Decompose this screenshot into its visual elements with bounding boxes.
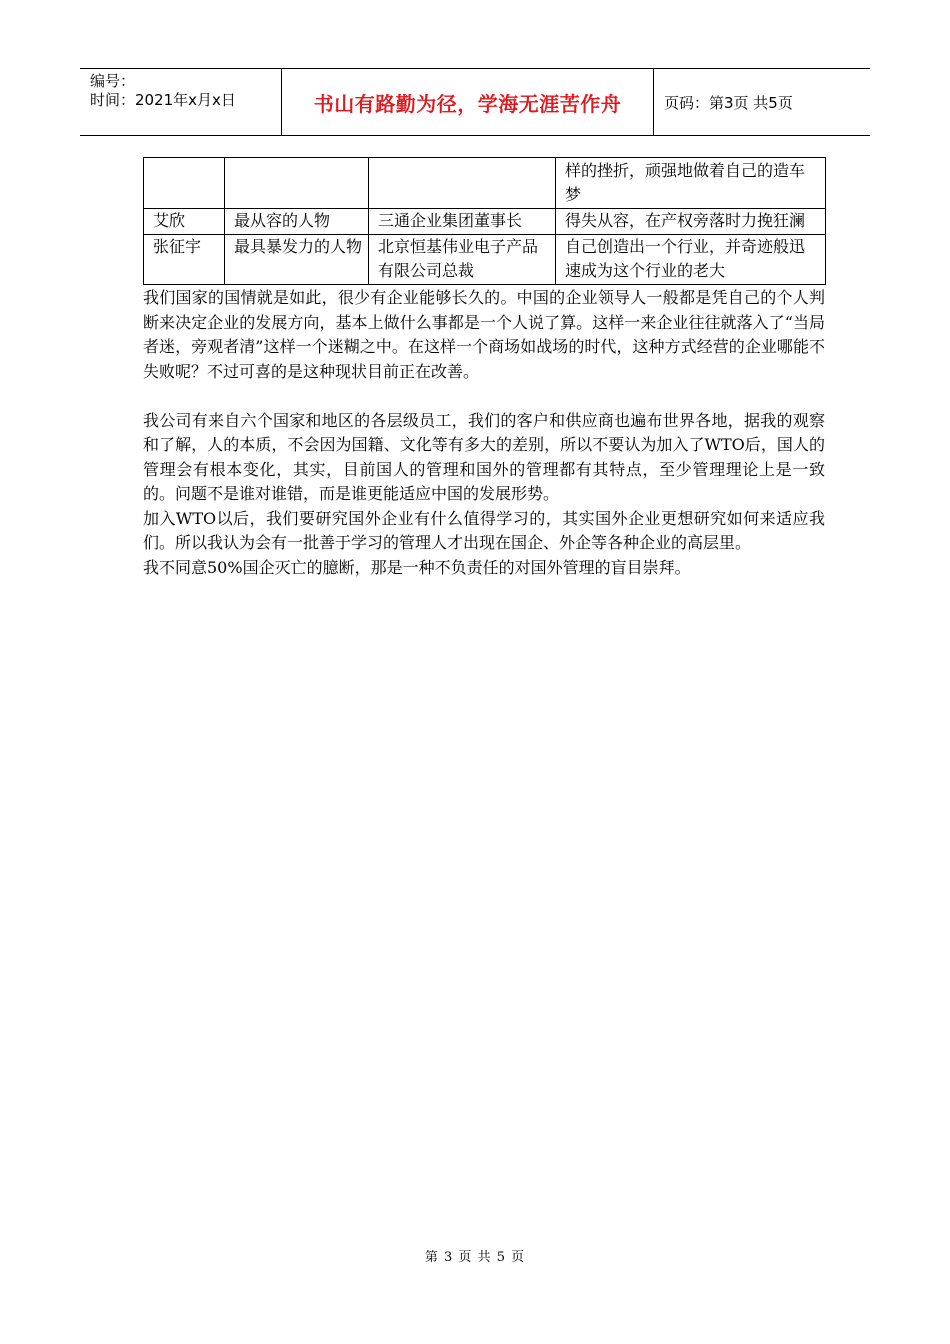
paragraph: 我们国家的国情就是如此，很少有企业能够长久的。中国的企业领导人一般都是凭自己的个人判断来决定企业的发展方向，基本上做什么事都是一个人说了算。这样一来企业往往就落入了“当局者迷，旁观者清”这样一个迷糊之中。在这样一个商场如战场的时代，这种方式经营的企业哪能不失败呢？不过可喜的是这种现状目前正在改善。 <box>143 288 825 381</box>
cell-name: 艾欣 <box>144 209 225 235</box>
cell-title: 最从容的人物 <box>225 209 369 235</box>
table-row <box>144 235 826 285</box>
table-row <box>144 209 826 235</box>
header-meta <box>80 69 282 135</box>
cell-comment: 得失从容，在产权旁落时力挽狂澜 <box>556 209 826 235</box>
cell-title <box>225 158 369 209</box>
article-body <box>143 286 825 580</box>
cell-position: 北京恒基伟业电子产品有限公司总裁 <box>369 235 556 285</box>
page-footer: 第 3 页 共 5 页 <box>424 1250 526 1265</box>
cell-position <box>369 158 556 209</box>
header-page-info: 页码：第3页 共5页 <box>664 93 793 112</box>
page-header <box>80 68 870 136</box>
document-date: 时间：2021年x月x日 <box>90 91 236 109</box>
cell-comment: 样的挫折，顽强地做着自己的造车梦 <box>556 158 826 209</box>
cell-name: 张征宇 <box>144 235 225 285</box>
cell-comment: 自己创造出一个行业，并奇迹般迅速成为这个行业的老大 <box>556 235 826 285</box>
document-number-label: 编号： <box>90 72 136 90</box>
paragraph: 我不同意50%国企灭亡的臆断，那是一种不负责任的对国外管理的盲目崇拜。 <box>143 557 691 577</box>
header-motto: 书山有路勤为径，学海无涯苦作舟 <box>282 69 654 135</box>
profile-table <box>143 157 826 285</box>
cell-name <box>144 158 225 209</box>
paragraph: 加入WTO以后，我们要研究国外企业有什么值得学习的，其实国外企业更想研究如何来适应我们。所以我认为会有一批善于学习的管理人才出现在国企、外企等各种企业的高层里。 <box>143 508 825 552</box>
cell-position: 三通企业集团董事长 <box>369 209 556 235</box>
paragraph: 我公司有来自六个国家和地区的各层级员工，我们的客户和供应商也遍布世界各地，据我的观察和了解，人的本质，不会因为国籍、文化等有多大的差别，所以不要认为加入了WTO后，国人的管理会有根本变化，其实，目前国人的管理和国外的管理都有其特点，至少管理理论上是一致的。问题不是谁对谁错，而是谁更能适应中国的发展形势。 <box>143 410 825 503</box>
paragraph-spacer <box>143 384 825 409</box>
table-row <box>144 158 826 209</box>
cell-title: 最具暴发力的人物 <box>225 235 369 285</box>
